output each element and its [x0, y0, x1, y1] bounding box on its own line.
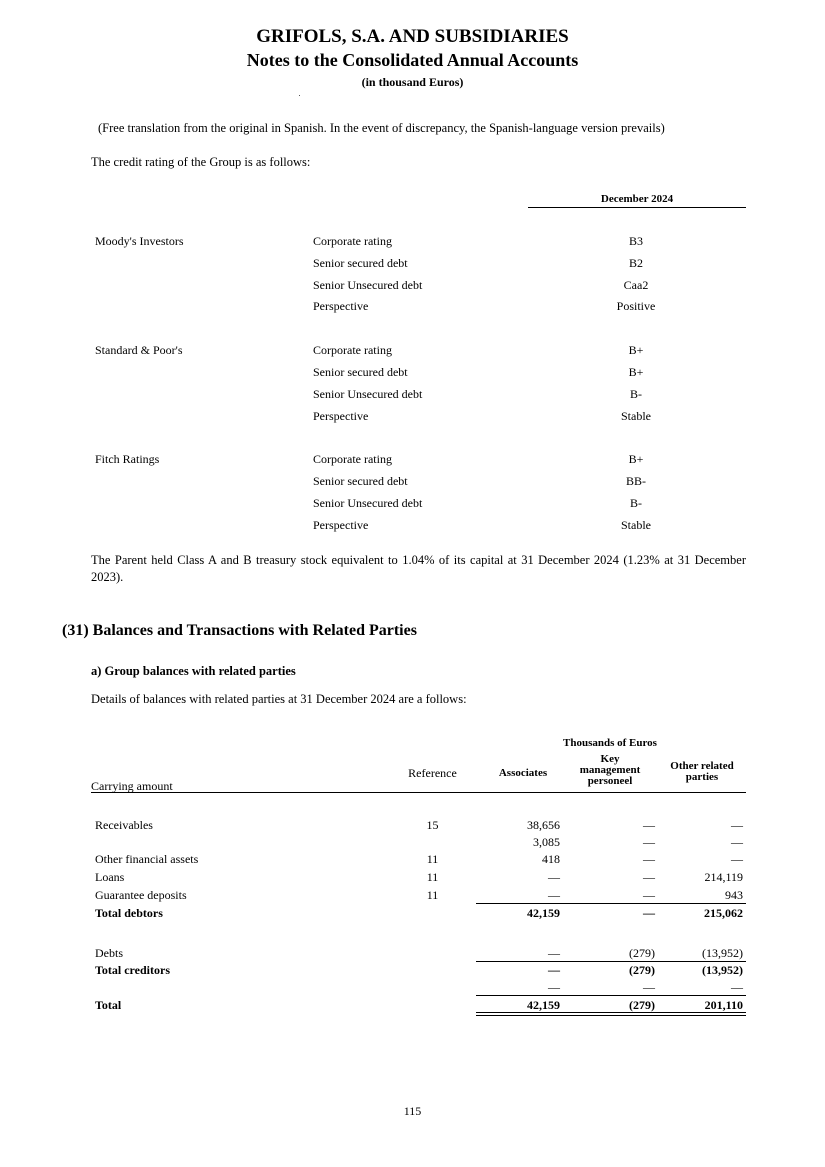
- row-ref: 11: [426, 852, 439, 866]
- row-assoc: 38,656: [527, 818, 560, 832]
- row-key: (279): [629, 946, 655, 960]
- row-other: 214,119: [704, 870, 743, 884]
- col-header-associates: Associates: [498, 767, 548, 779]
- row-label: Other financial assets: [95, 852, 199, 866]
- row-label: Total creditors: [95, 963, 170, 977]
- unit-note: (in thousand Euros): [361, 75, 464, 89]
- row-other: —: [731, 835, 743, 849]
- rating-value: Stable: [621, 409, 651, 423]
- col-header-key-mgmt: [570, 754, 650, 787]
- row-key: —: [643, 888, 655, 902]
- col-header-label: Carrying amount: [91, 779, 173, 793]
- row-other: (13,952): [702, 963, 743, 977]
- row-label: Total: [95, 998, 122, 1012]
- rating-value: B-: [630, 496, 642, 510]
- rating-type: Perspective: [313, 409, 369, 423]
- row-key: (279): [629, 998, 655, 1012]
- rating-type: Senior Unsecured debt: [313, 496, 423, 510]
- document-title: Notes to the Consolidated Annual Accounts: [246, 50, 579, 70]
- page-number: 115: [403, 1104, 422, 1118]
- row-assoc: 42,159: [527, 906, 560, 920]
- rating-intro: The credit rating of the Group is as follows:: [91, 155, 311, 169]
- other-line: Other related: [670, 760, 734, 772]
- row-other: —: [731, 980, 743, 994]
- row-key: —: [643, 835, 655, 849]
- rating-type: Corporate rating: [313, 234, 392, 248]
- rating-type: Perspective: [313, 518, 369, 532]
- row-ref: 11: [426, 888, 439, 902]
- row-other: 201,110: [704, 998, 743, 1012]
- rating-type: Corporate rating: [313, 343, 392, 357]
- treasury-stock-paragraph: The Parent held Class A and B treasury stock equivalent to 1.04% of its capital at 31 December 2024 (1.23% at 31 December 2023).: [91, 553, 746, 584]
- row-label: Debts: [95, 946, 123, 960]
- row-ref: 11: [426, 870, 439, 884]
- row-label: Receivables: [95, 818, 153, 832]
- row-key: —: [643, 852, 655, 866]
- row-assoc: —: [548, 963, 560, 977]
- rating-type: Perspective: [313, 299, 369, 313]
- row-label: Guarantee deposits: [95, 888, 187, 902]
- rating-type: Senior secured debt: [313, 365, 408, 379]
- row-key: —: [643, 980, 655, 994]
- agency-name: Moody's Investors: [95, 234, 184, 248]
- double-total-rule: [476, 1012, 746, 1016]
- row-other: (13,952): [702, 946, 743, 960]
- group-header: Thousands of Euros: [563, 737, 657, 749]
- rating-value: Caa2: [623, 278, 649, 292]
- total-rule: [476, 995, 746, 996]
- rating-value: B+: [628, 365, 644, 379]
- translation-note: (Free translation from the original in Spanish. In the event of discrepancy, the Spanish-language version prevails): [98, 121, 665, 135]
- col-header-reference: Reference: [408, 766, 457, 780]
- section-subtitle: a) Group balances with related parties: [91, 664, 296, 678]
- row-label: Total debtors: [95, 906, 163, 920]
- details-intro: Details of balances with related parties at 31 December 2024 are a follows:: [91, 692, 467, 706]
- row-key: —: [643, 818, 655, 832]
- row-ref: 15: [426, 818, 439, 832]
- row-key: —: [643, 906, 655, 920]
- rating-value: B2: [628, 256, 643, 270]
- row-assoc: 3,085: [533, 835, 560, 849]
- agency-name: Standard & Poor's: [95, 343, 183, 357]
- agency-name: Fitch Ratings: [95, 452, 160, 466]
- row-other: 943: [725, 888, 743, 902]
- row-assoc: 418: [542, 852, 560, 866]
- row-assoc: —: [548, 888, 560, 902]
- col-header-other: [658, 761, 746, 783]
- row-other: —: [731, 852, 743, 866]
- company-name: GRIFOLS, S.A. AND SUBSIDIARIES: [256, 26, 569, 47]
- row-key: (279): [629, 963, 655, 977]
- rating-type: Corporate rating: [313, 452, 392, 466]
- rating-value: B+: [628, 343, 644, 357]
- row-other: —: [731, 818, 743, 832]
- rating-column-header: December 2024: [528, 193, 746, 208]
- rating-type: Senior secured debt: [313, 256, 408, 270]
- row-assoc: 42,159: [527, 998, 560, 1012]
- row-assoc: —: [548, 870, 560, 884]
- key-mgmt-line: personeel: [587, 775, 633, 787]
- key-mgmt-line: Key: [600, 753, 620, 765]
- row-key: —: [643, 870, 655, 884]
- header-rule: [91, 792, 746, 793]
- rating-value: BB-: [625, 474, 646, 488]
- speck: [299, 95, 300, 96]
- other-line: parties: [685, 771, 719, 783]
- rating-value: B+: [628, 452, 644, 466]
- rating-value: Positive: [616, 299, 656, 313]
- rating-type: Senior secured debt: [313, 474, 408, 488]
- section-title: (31) Balances and Transactions with Related Parties: [62, 622, 417, 639]
- row-other: 215,062: [704, 906, 743, 920]
- row-label: Loans: [95, 870, 125, 884]
- rating-value: B-: [630, 387, 642, 401]
- row-assoc: —: [548, 980, 560, 994]
- rating-type: Senior Unsecured debt: [313, 387, 423, 401]
- rating-value: Stable: [621, 518, 651, 532]
- key-mgmt-line: management: [579, 764, 641, 776]
- subtotal-rule: [476, 961, 746, 962]
- rating-type: Senior Unsecured debt: [313, 278, 423, 292]
- subtotal-rule: [476, 903, 746, 904]
- rating-value: B3: [628, 234, 643, 248]
- row-assoc: —: [548, 946, 560, 960]
